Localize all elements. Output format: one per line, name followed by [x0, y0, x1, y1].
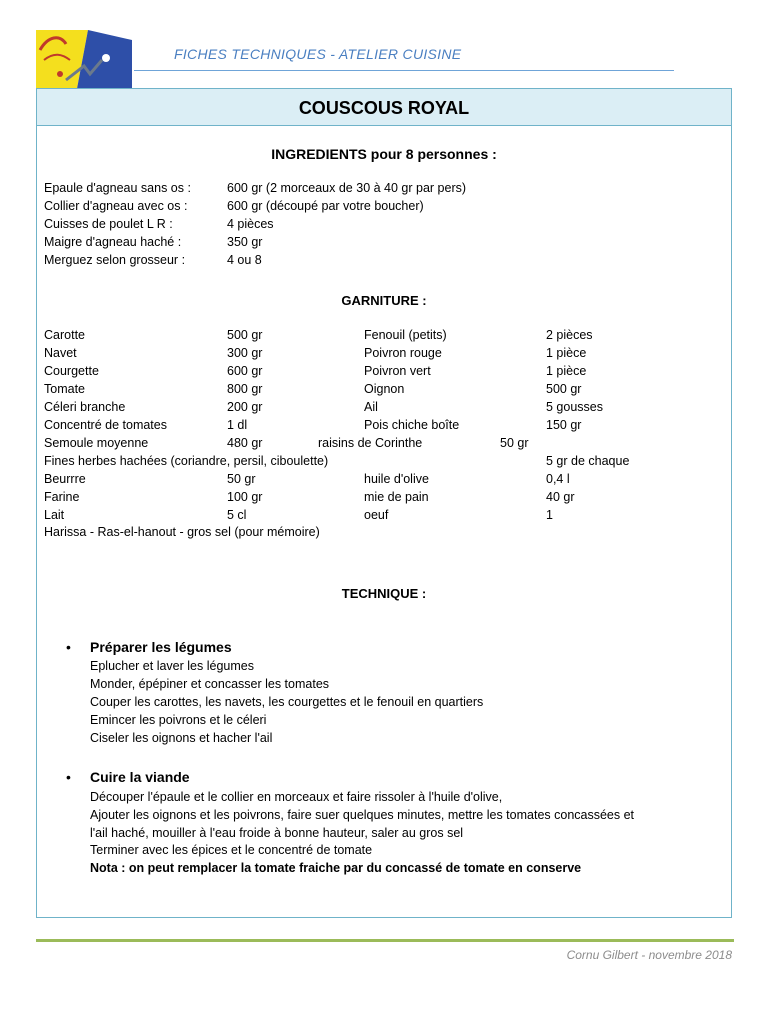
garniture-qty: 800 gr [227, 382, 263, 396]
meat-name: Cuisses de poulet L R : [44, 217, 173, 231]
technique-heading: TECHNIQUE : [341, 586, 427, 601]
garniture-qty: 50 gr [227, 472, 256, 486]
garniture-qty: 600 gr [227, 364, 263, 378]
technique-line: Monder, épépiner et concasser les tomates [90, 677, 330, 691]
meat-qty: 4 ou 8 [227, 253, 262, 267]
garniture-qty: 50 gr [500, 436, 529, 450]
garniture-name: Carotte [44, 328, 85, 342]
garniture-name: Oignon [364, 382, 405, 396]
logo-graphic [36, 30, 132, 94]
garniture-qty: 200 gr [227, 400, 263, 414]
garniture-name: Farine [44, 490, 80, 504]
garniture-name: raisins de Corinthe [318, 436, 423, 450]
footer-credit: Cornu Gilbert - novembre 2018 [566, 948, 732, 962]
section-title: Cuire la viande [90, 769, 190, 785]
meat-name: Collier d'agneau avec os : [44, 199, 188, 213]
garniture-qty: 1 pièce [546, 346, 587, 360]
meat-qty: 350 gr [227, 235, 263, 249]
ingredients-heading: INGREDIENTS pour 8 personnes : [271, 146, 497, 162]
harissa-line: Harissa - Ras-el-hanout - gros sel (pour mémoire) [44, 525, 320, 539]
section-title: Préparer les légumes [90, 639, 232, 655]
nota-line: Nota : on peut remplacer la tomate fraiche par du concassé de tomate en conserve [90, 861, 582, 875]
garniture-name: Lait [44, 508, 65, 522]
garniture-name: Céleri branche [44, 400, 126, 414]
header-title: FICHES TECHNIQUES - ATELIER CUISINE [174, 46, 462, 62]
header-rule [134, 70, 674, 71]
garniture-name: Poivron vert [364, 364, 431, 378]
garniture-qty: 1 pièce [546, 364, 587, 378]
technique-line: Couper les carottes, les navets, les courgettes et le fenouil en quartiers [90, 695, 484, 709]
title-band [37, 89, 731, 126]
fines-herbes-name: Fines herbes hachées (coriandre, persil, ciboulette) [44, 454, 329, 468]
garniture-qty: 0,4 l [546, 472, 570, 486]
technique-line: Ajouter les oignons et les poivrons, faire suer quelques minutes, mettre les tomates concassées et [90, 808, 635, 822]
bullet-icon: • [66, 769, 71, 785]
garniture-qty: 300 gr [227, 346, 263, 360]
meat-qty: 600 gr (2 morceaux de 30 à 40 gr par pers) [227, 181, 467, 195]
meat-name: Merguez selon grosseur : [44, 253, 186, 267]
technique-line: Emincer les poivrons et le céleri [90, 713, 267, 727]
meat-qty: 4 pièces [227, 217, 274, 231]
garniture-name: Ail [364, 400, 378, 414]
meat-qty: 600 gr (découpé par votre boucher) [227, 199, 424, 213]
garniture-qty: 40 gr [546, 490, 575, 504]
garniture-qty: 2 pièces [546, 328, 593, 342]
garniture-name: huile d'olive [364, 472, 429, 486]
garniture-name: Beurrre [44, 472, 86, 486]
technique-line: Ciseler les oignons et hacher l'ail [90, 731, 273, 745]
technique-line: Découper l'épaule et le collier en morceaux et faire rissoler à l'huile d'olive, [90, 790, 503, 804]
garniture-name: Fenouil (petits) [364, 328, 447, 342]
bullet-icon: • [66, 639, 71, 655]
fines-herbes-qty: 5 gr de chaque [546, 454, 630, 468]
garniture-qty: 1 dl [227, 418, 248, 432]
garniture-qty: 500 gr [546, 382, 582, 396]
technique-line: Eplucher et laver les légumes [90, 659, 254, 673]
garniture-name: Pois chiche boîte [364, 418, 460, 432]
garniture-qty: 5 gousses [546, 400, 603, 414]
garniture-qty: 500 gr [227, 328, 263, 342]
footer-rule [36, 939, 734, 942]
garniture-qty: 1 [546, 508, 553, 522]
technique-line: Terminer avec les épices et le concentré de tomate [90, 843, 373, 857]
garniture-name: Navet [44, 346, 77, 360]
garniture-name: Poivron rouge [364, 346, 442, 360]
garniture-qty: 100 gr [227, 490, 263, 504]
garniture-name: oeuf [364, 508, 389, 522]
garniture-heading: GARNITURE : [341, 293, 427, 308]
garniture-name: mie de pain [364, 490, 429, 504]
technique-line: l'ail haché, mouiller à l'eau froide à bonne hauteur, saler au gros sel [90, 826, 464, 840]
garniture-qty: 5 cl [227, 508, 247, 522]
garniture-name: Courgette [44, 364, 99, 378]
garniture-qty: 480 gr [227, 436, 263, 450]
garniture-qty: 150 gr [546, 418, 582, 432]
recipe-title: COUSCOUS ROYAL [298, 98, 470, 118]
garniture-name: Concentré de tomates [44, 418, 167, 432]
garniture-name: Tomate [44, 382, 85, 396]
meat-name: Maigre d'agneau haché : [44, 235, 182, 249]
garniture-name: Semoule moyenne [44, 436, 149, 450]
meat-name: Epaule d'agneau sans os : [44, 181, 191, 195]
